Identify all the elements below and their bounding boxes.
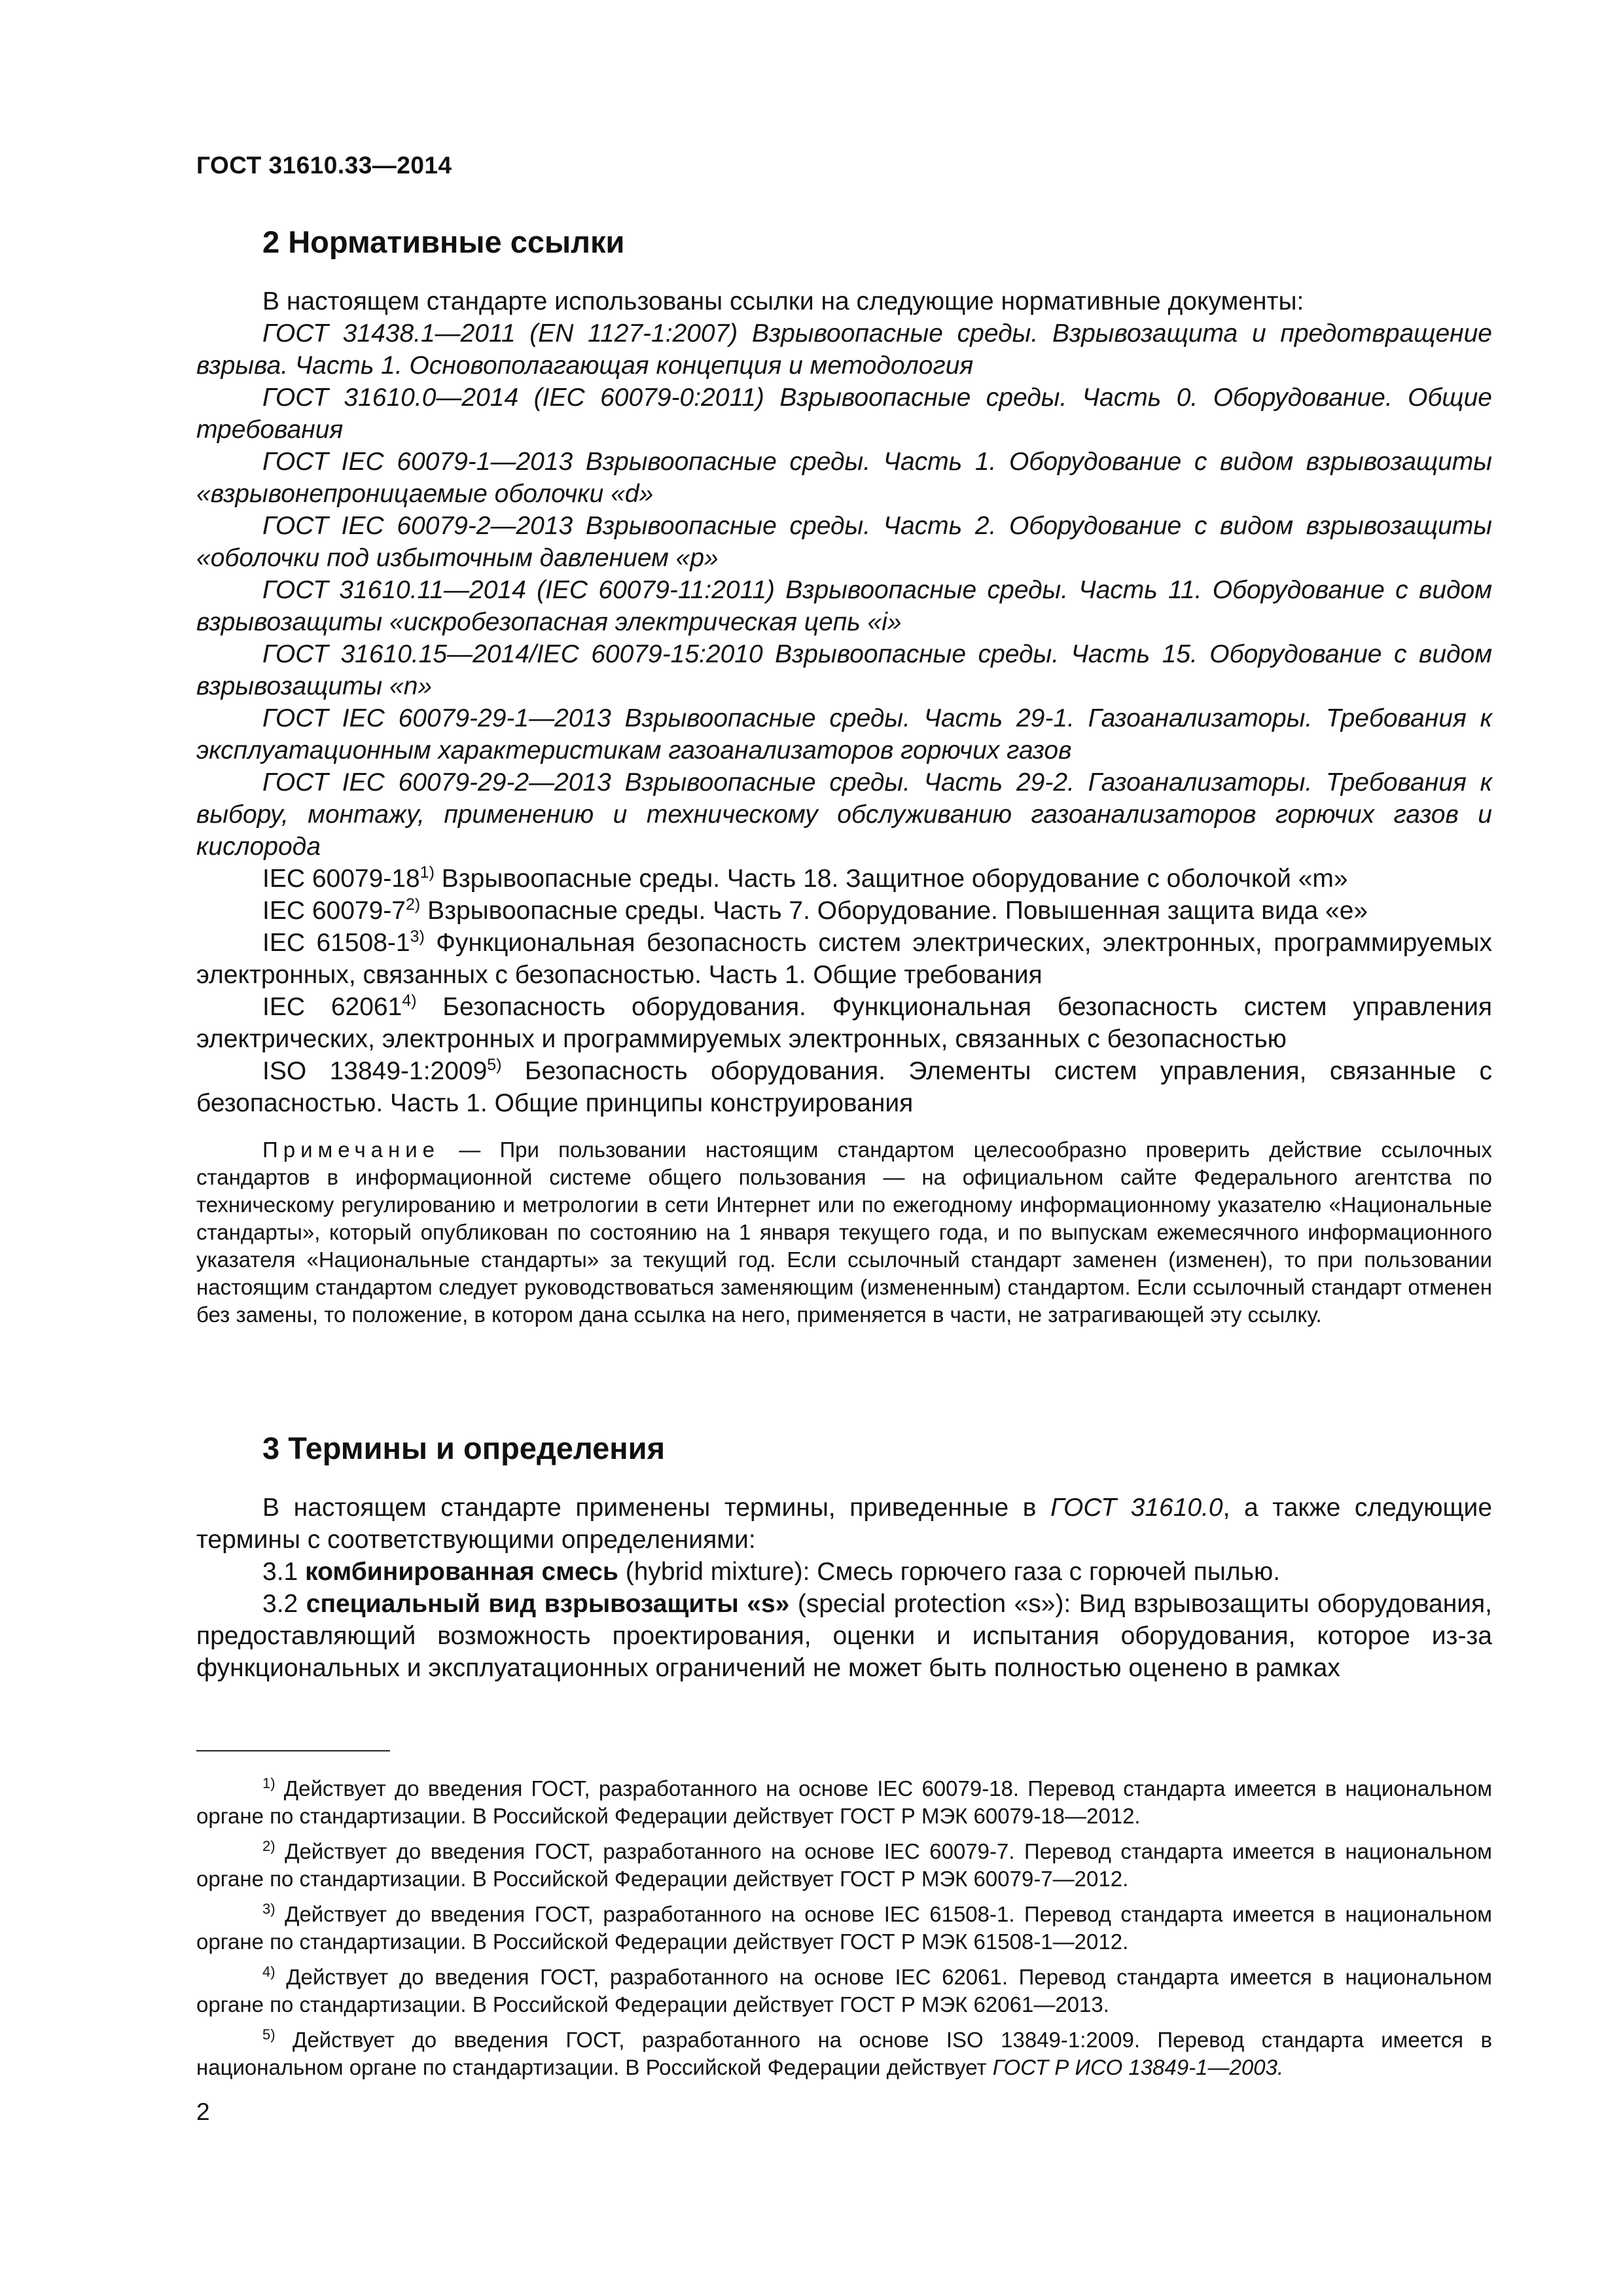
footnote-item: [196, 1775, 1492, 1830]
standard-title: Безопасность оборудования. Функциональная безопасность систем управления электрических, электронных и программируемых электронных, связанных с безопасностью: [196, 993, 1492, 1053]
reference-item: ГОСТ 31438.1—2011 (EN 1127-1:2007) Взрывоопасные среды. Взрывозащита и предотвращение взрыва. Часть 1. Основополагающая концепция и методология: [196, 319, 1492, 380]
section-normative-references: [196, 224, 1492, 1329]
term-name: специальный вид взрывозащиты «s»: [306, 1590, 790, 1618]
footnote-mark: 3): [262, 1901, 276, 1917]
term-3-2: [196, 1588, 1492, 1684]
footnote-marker: 1): [419, 863, 435, 882]
footnote-text: Действует до введения ГОСТ, разработанного на основе IEC 60079-18. Перевод стандарта имеется в национальном органе по стандартизации. В Российской Федерации действует ГОСТ Р МЭК 60079-18—2012.: [196, 1776, 1493, 1828]
reference-item: ГОСТ IEC 60079-29-1—2013 Взрывоопасные среды. Часть 29-1. Газоанализаторы. Требования к эксплуатационным характеристикам газоанализаторов горючих газов: [196, 704, 1492, 764]
footnote-mark: 4): [262, 1964, 276, 1980]
section-2-heading: 2 Нормативные ссылки: [262, 224, 625, 259]
reference-item: ГОСТ IEC 60079-2—2013 Взрывоопасные среды. Часть 2. Оборудование с видом взрывозащиты «оболочки под избыточным давлением «р»: [196, 512, 1492, 572]
standard-reference-item: [196, 863, 1492, 895]
standard-title: Функциональная безопасность систем электрических, электронных, программируемых электронных, связанных с безопасностью. Часть 1. Общие требования: [196, 929, 1492, 989]
document-code-header: ГОСТ 31610.33—2014: [196, 152, 452, 179]
footnote-item: [196, 1901, 1492, 1956]
term-definition: (hybrid mixture): Смесь горючего газа с горючей пылью.: [618, 1558, 1281, 1586]
footnote-mark: 2): [262, 1838, 276, 1854]
footnote-item: [196, 1838, 1492, 1893]
term-definition: (special protection «s»): Вид взрывозащиты оборудования, предоставляющий возможность проектирования, оценки и испытания оборудования, которое из-за функциональных и эксплуатационных ограничений не может быть полностью оценено в рамках: [196, 1590, 1492, 1682]
footnote-item: [196, 1964, 1492, 2018]
footnote-text: Действует до введения ГОСТ, разработанного на основе IEC 60079-7. Перевод стандарта имеется в национальном органе по стандартизации. В Российской Федерации действует ГОСТ Р МЭК 60079-7—2012.: [196, 1839, 1492, 1891]
footnote-marker: 2): [405, 895, 421, 914]
footnote-text: Действует до введения ГОСТ, разработанного на основе IEC 62061. Перевод стандарта имеется в национальном органе по стандартизации. В Российской Федерации действует ГОСТ Р МЭК 62061—2013.: [196, 1965, 1492, 2017]
footnote-text: Действует до введения ГОСТ, разработанного на основе ISO 13849-1:2009. Перевод стандарта имеется в национальном органе по стандартизации. В Российской Федерации действует: [196, 2028, 1492, 2079]
standard-title: Взрывоопасные среды. Часть 18. Защитное оборудование с оболочкой «m»: [441, 865, 1348, 893]
section-3-intro: В настоящем стандарте применены термины, приведенные в ГОСТ 31610.0, а также следующие термины с соответствующими определениями:: [196, 1494, 1493, 1554]
page-number: 2: [196, 2098, 210, 2125]
term-name: комбинированная смесь: [305, 1558, 618, 1586]
standard-code: IEC 61508-1: [262, 929, 410, 957]
note-text: — При пользовании настоящим стандартом целесообразно проверить действие ссылочных стандартов в информационной системе общего пользования — на официальном сайте Федерального агентства по техническому регулированию и метрологии в сети Интернет или по ежегодному информационному указателю «Национальные стандарты», который опубликован по состоянию на 1 января текущего года, и по выпускам ежемесячного информационного указателя «Национальные стандарты» за текущий год. Если ссылочный стандарт заменен (изменен), то при пользовании настоящим стандартом следует руководствоваться заменяющим (измененным) стандартом. Если ссылочный стандарт отменен без замены, то положение, в котором дана ссылка на него, применяется в части, не затрагивающей эту ссылку.: [196, 1138, 1492, 1327]
section-2-intro: В настоящем стандарте использованы ссылки на следующие нормативные документы:: [262, 287, 1304, 315]
reference-link: ГОСТ 31610.0: [1050, 1494, 1223, 1522]
term-number: 3.1: [262, 1558, 298, 1586]
footnotes: [196, 1775, 1492, 2089]
footnote-mark: 5): [262, 2026, 276, 2043]
standard-code: ISO 13849-1:2009: [262, 1057, 488, 1085]
standard-code: IEC 62061: [262, 993, 402, 1021]
standard-reference-item: [196, 927, 1492, 991]
standard-title: Безопасность оборудования. Элементы систем управления, связанные с безопасностью. Часть 1. Общие принципы конструирования: [196, 1057, 1492, 1117]
standard-code: IEC 60079-18: [262, 865, 420, 893]
note-paragraph: [196, 1136, 1492, 1329]
reference-item: ГОСТ 31610.11—2014 (IEC 60079-11:2011) Взрывоопасные среды. Часть 11. Оборудование с видом взрывозащиты «искробезопасная электрическая цепь «i»: [196, 576, 1492, 636]
standard-reference-item: [196, 1055, 1492, 1119]
note-block: [196, 1136, 1492, 1329]
footnote-marker: 5): [487, 1056, 502, 1074]
reference-item: ГОСТ IEC 60079-29-2—2013 Взрывоопасные среды. Часть 29-2. Газоанализаторы. Требования к выбору, монтажу, применению и техническому обслуживанию газоанализаторов горючих газов и кислорода: [196, 768, 1492, 861]
standard-title: Взрывоопасные среды. Часть 7. Оборудование. Повышенная защита вида «е»: [427, 897, 1368, 925]
reference-item: ГОСТ IEC 60079-1—2013 Взрывоопасные среды. Часть 1. Оборудование с видом взрывозащиты «взрывонепроницаемые оболочки «d»: [196, 448, 1492, 508]
section-3-heading: 3 Термины и определения: [262, 1431, 665, 1465]
footnote-text: Действует до введения ГОСТ, разработанного на основе IEC 61508-1. Перевод стандарта имеется в национальном органе по стандартизации. В Российской Федерации действует ГОСТ Р МЭК 61508-1—2012.: [196, 1902, 1492, 1954]
section-terms-definitions: [196, 1430, 1492, 1684]
term-3-1: [196, 1556, 1492, 1588]
reference-item: ГОСТ 31610.0—2014 (IEC 60079-0:2011) Взрывоопасные среды. Часть 0. Оборудование. Общие требования: [196, 384, 1492, 444]
footnote-marker: 3): [410, 927, 425, 946]
reference-item: ГОСТ 31610.15—2014/IEC 60079-15:2010 Взрывоопасные среды. Часть 15. Оборудование с видом взрывозащиты «n»: [196, 640, 1492, 700]
standard-reference-item: [196, 895, 1492, 927]
footnote-separator: [196, 1750, 390, 1751]
standard-reference-item: [196, 991, 1492, 1055]
footnote-reference: ГОСТ Р ИСО 13849-1—2003.: [992, 2055, 1284, 2079]
footnote-mark: 1): [262, 1775, 276, 1791]
term-number: 3.2: [262, 1590, 298, 1618]
standard-code: IEC 60079-7: [262, 897, 406, 925]
footnote-marker: 4): [402, 992, 417, 1010]
footnote-item: [196, 2026, 1492, 2081]
note-label: Примечание: [262, 1138, 440, 1162]
